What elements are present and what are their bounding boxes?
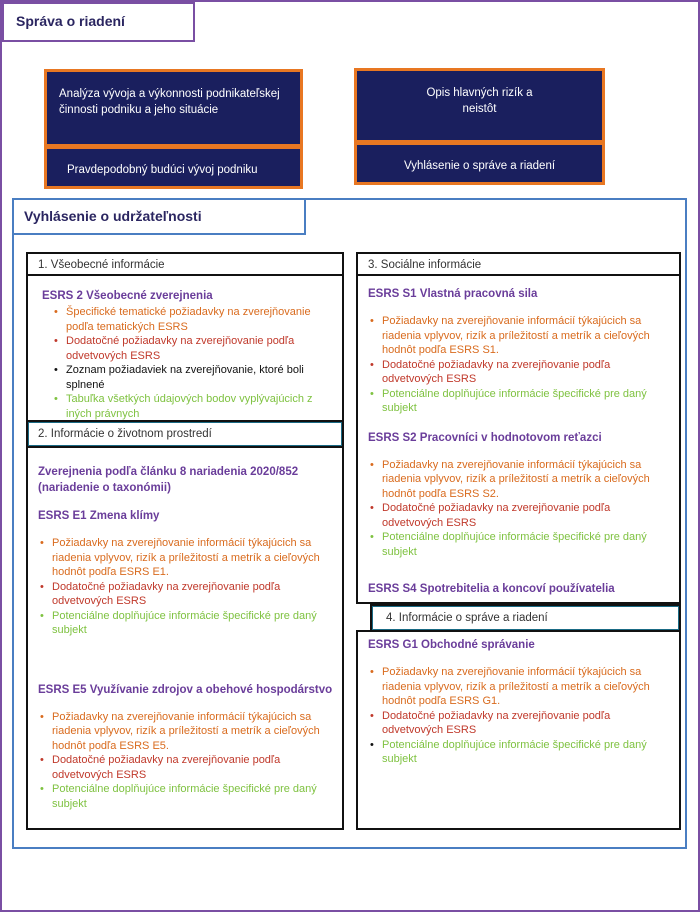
- esrs-s4-heading: ESRS S4 Spotrebitelia a koncoví používatelia: [368, 583, 615, 595]
- list-item: • Požiadavky na zverejňovanie informácií týkajúcich sa riadenia vplyvov, rizík a príležitostí a metrík a cieľových hodnôt podľa ESRS E5.: [38, 710, 336, 754]
- analysis-box: Analýza vývoja a výkonnosti podnikateľskej činnosti podniku a jeho situácie: [44, 69, 303, 147]
- esrs-e1-heading: ESRS E1 Zmena klímy: [38, 510, 160, 522]
- list-item: • Tabuľka všetkých údajových bodov vyplývajúcich z iných právnych: [52, 392, 334, 421]
- sustainability-statement-header: Vyhlásenie o udržateľnosti: [12, 198, 306, 235]
- environment-label: 2. Informácie o životnom prostredí: [26, 420, 344, 448]
- list-item: • Dodatočné požiadavky na zverejňovanie podľa odvetvových ESRS: [52, 334, 334, 363]
- esrs-g1-heading: ESRS G1 Obchodné správanie: [368, 639, 535, 651]
- management-report-title: Správa o riadení: [2, 2, 195, 42]
- list-item: • Požiadavky na zverejňovanie informácií týkajúcich sa riadenia vplyvov, rizík a príležitostí a metrík a cieľových hodnôt podľa ESRS S2.: [368, 458, 671, 502]
- list-item: • Potenciálne doplňujúce informácie špecifické pre daný subjekt: [38, 609, 336, 638]
- list-item: • Dodatočné požiadavky na zverejňovanie podľa odvetvových ESRS: [38, 753, 336, 782]
- governance-panel: [356, 630, 681, 830]
- esrs-e5-heading: ESRS E5 Využívanie zdrojov a obehové hospodárstvo: [38, 683, 333, 696]
- social-label: 3. Sociálne informácie: [356, 252, 681, 276]
- esrs-s2-heading: ESRS S2 Pracovníci v hodnotovom reťazci: [368, 431, 602, 444]
- governance-statement-box: Vyhlásenie o správe a riadení: [354, 142, 605, 185]
- general-info-label: 1. Všeobecné informácie: [26, 252, 344, 276]
- list-item: • Dodatočné požiadavky na zverejňovanie podľa odvetvových ESRS: [38, 580, 336, 609]
- list-item: • Potenciálne doplňujúce informácie špecifické pre daný subjekt: [368, 530, 671, 559]
- list-item: • Potenciálne doplňujúce informácie špecifické pre daný subjekt: [368, 387, 671, 416]
- taxonomy-heading: Zverejnenia podľa článku 8 nariadenia 2020/852 (nariadenie o taxonómii): [38, 466, 299, 494]
- list-item: • Špecifické tematické požiadavky na zverejňovanie podľa tematických ESRS: [52, 305, 334, 334]
- esrs2-heading: ESRS 2 Všeobecné zverejnenia: [42, 290, 213, 302]
- future-development-box: Pravdepodobný budúci vývoj podniku: [44, 146, 303, 189]
- risks-line-1: Opis hlavných rizík a: [426, 87, 533, 99]
- list-item: • Požiadavky na zverejňovanie informácií týkajúcich sa riadenia vplyvov, rizík a príležitostí a metrík a cieľových hodnôt podľa ESRS G1.: [368, 665, 671, 709]
- general-info-panel: [26, 252, 344, 422]
- list-item: • Dodatočné požiadavky na zverejňovanie podľa odvetvových ESRS: [368, 501, 671, 530]
- risks-line-2: neistôt: [462, 103, 497, 115]
- list-item: • Zoznam požiadaviek na zverejňovanie, ktoré boli splnené: [52, 363, 334, 392]
- list-item: • Požiadavky na zverejňovanie informácií týkajúcich sa riadenia vplyvov, rizík a príležitostí a metrík a cieľových hodnôt podľa ESRS S1.: [368, 314, 671, 358]
- risks-box: [354, 68, 605, 143]
- governance-label: 4. Informácie o správe a riadení: [370, 604, 681, 632]
- esrs-s1-heading: ESRS S1 Vlastná pracovná sila: [368, 288, 538, 300]
- social-panel: [356, 252, 681, 604]
- list-item: • Potenciálne doplňujúce informácie špecifické pre daný subjekt: [368, 738, 671, 767]
- environment-panel: [26, 420, 344, 830]
- list-item: • Potenciálne doplňujúce informácie špecifické pre daný subjekt: [38, 782, 336, 811]
- list-item: • Požiadavky na zverejňovanie informácií týkajúcich sa riadenia vplyvov, rizík a príležitostí a metrík a cieľových hodnôt podľa ESRS E1.: [38, 536, 336, 580]
- list-item: • Dodatočné požiadavky na zverejňovanie podľa odvetvových ESRS: [368, 358, 671, 387]
- list-item: • Dodatočné požiadavky na zverejňovanie podľa odvetvových ESRS: [368, 709, 671, 738]
